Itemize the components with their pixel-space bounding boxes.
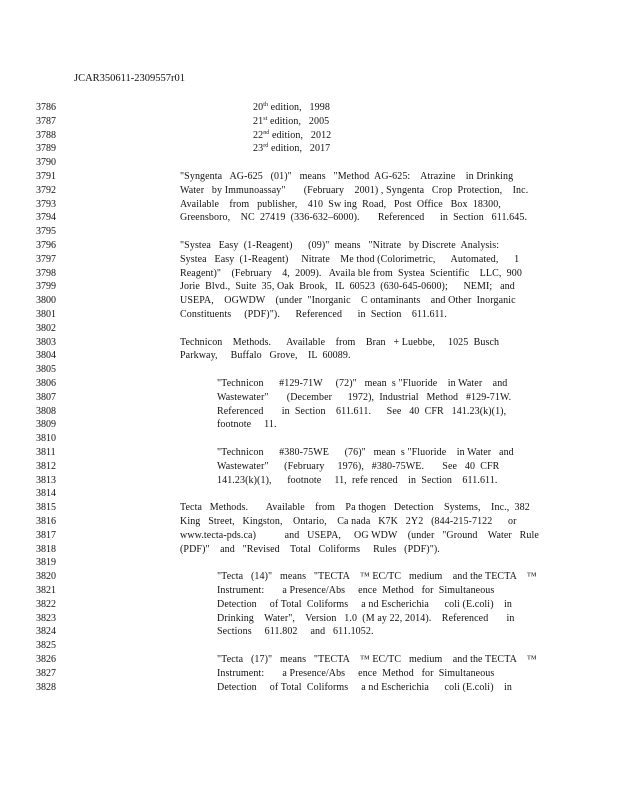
line-number: 3804 [36, 350, 56, 362]
text-line: Parkway, Buffalo Grove, IL 60089. [180, 350, 351, 362]
line-number: 3815 [36, 502, 56, 514]
text-line: "Technicon #129-71W (72)" mean s "Fluoride in Water and [217, 378, 508, 389]
text-line: Detection of Total Coliforms a nd Escherichia coli (E.coli) in [217, 598, 512, 610]
line-number: 3802 [36, 322, 56, 334]
line-number: 3825 [36, 640, 56, 652]
edition-year: edition, 2005 [267, 115, 330, 127]
text-line: "Tecta (17)" means "TECTA ™ EC/TC medium and the TECTA ™ [217, 654, 537, 665]
text-line: Instrument: a Presence/Abs ence Method for Simultaneous [217, 585, 495, 596]
text-line: Sections 611.802 and 611.1052. [217, 626, 374, 638]
line-number: 3823 [36, 612, 56, 624]
text-line: Instrument: a Presence/Abs ence Method for Simultaneous [217, 667, 495, 679]
edition-number: 23 [253, 143, 264, 155]
text-line: USEPA, OGWDW (under "Inorganic C ontaminants and Other Inorganic [180, 295, 516, 307]
edition-number: 20 [253, 102, 264, 113]
line-number: 3786 [36, 102, 56, 113]
text-line: "Syngenta AG-625 (01)" means "Method AG-625: Atrazine in Drinking [180, 171, 514, 182]
edition-year: edition, 2012 [269, 129, 332, 141]
line-number: 3794 [36, 212, 56, 224]
edition-number: 21 [253, 115, 264, 127]
line-number: 3822 [36, 598, 56, 610]
line-number: 3806 [36, 378, 56, 389]
line-number: 3818 [36, 543, 56, 555]
text-line: "Tecta (14)" means "TECTA ™ EC/TC medium and the TECTA ™ [217, 571, 537, 583]
line-number: 3811 [36, 447, 56, 458]
line-number: 3803 [36, 336, 56, 348]
line-number: 3828 [36, 681, 56, 693]
edition-number: 22 [253, 129, 264, 141]
line-number: 3787 [36, 115, 56, 127]
edition-line [253, 129, 331, 143]
line-number: 3797 [36, 253, 56, 265]
line-number: 3795 [36, 226, 56, 238]
line-number: 3820 [36, 571, 56, 583]
edition-ordinal-suffix: nd [263, 129, 270, 136]
text-line: Available from publisher, 410 Sw ing Road, Post Office Box 18300, [180, 198, 501, 210]
line-number: 3813 [36, 474, 56, 486]
line-number: 3819 [36, 557, 56, 569]
document-header-id: JCAR350611-2309557r01 [74, 73, 186, 84]
line-number: 3817 [36, 529, 56, 541]
edition-line [253, 101, 330, 115]
text-line: "Systea Easy (1-Reagent) (09)" means "Nitrate by Discrete Analysis: [180, 240, 500, 251]
line-number: 3801 [36, 309, 56, 320]
line-number: 3808 [36, 405, 56, 417]
text-line: Detection of Total Coliforms a nd Escherichia coli (E.coli) in [217, 681, 512, 693]
line-number: 3798 [36, 267, 56, 279]
text-line: www.tecta-pds.ca) and USEPA, OG WDW (under "Ground Water Rule [180, 529, 539, 541]
text-line: Greensboro, NC 27419 (336-632–6000). Referenced in Section 611.645. [180, 212, 528, 224]
line-number: 3807 [36, 391, 56, 403]
text-line: Tecta Methods. Available from Pa thogen Detection Systems, Inc., 382 [180, 502, 530, 514]
line-number: 3812 [36, 460, 56, 472]
line-number: 3792 [36, 184, 56, 196]
edition-line [253, 115, 329, 129]
text-line: Wastewater" (December 1972), Industrial Method #129-71W. [217, 391, 512, 403]
line-number: 3809 [36, 419, 56, 431]
line-number: 3814 [36, 488, 56, 500]
line-number: 3827 [36, 667, 56, 679]
edition-ordinal-suffix: st [263, 115, 268, 122]
line-number: 3821 [36, 585, 56, 596]
edition-year: edition, 1998 [268, 102, 330, 113]
text-line: Technicon Methods. Available from Bran + Luebbe, 1025 Busch [180, 336, 500, 348]
line-number: 3799 [36, 281, 56, 293]
text-line: "Technicon #380-75WE (76)" mean s "Fluoride in Water and [217, 447, 514, 458]
text-line: Systea Easy (1-Reagent) Nitrate Me thod (Colorimetric, Automated, 1 [180, 253, 520, 265]
text-line: footnote 11. [217, 419, 277, 431]
text-line: Constituents (PDF)"). Referenced in Section 611.611. [180, 309, 447, 320]
edition-year: edition, 2017 [268, 143, 331, 155]
edition-ordinal-suffix: th [263, 102, 269, 108]
line-number: 3789 [36, 143, 56, 155]
line-number: 3824 [36, 626, 56, 638]
line-number: 3793 [36, 198, 56, 210]
text-line: Water by Immunoassay" (February 2001) , Syngenta Crop Protection, Inc. [180, 184, 529, 196]
text-line: Jorie Blvd., Suite 35, Oak Brook, IL 60523 (630-645-0600); NEMI; and [180, 281, 515, 293]
line-number: 3791 [36, 171, 56, 182]
text-line: King Street, Kingston, Ontario, Ca nada K7K 2Y2 (844-215-7122 or [180, 516, 517, 527]
edition-line [253, 142, 330, 156]
line-number: 3800 [36, 295, 56, 307]
text-line: Wastewater" (February 1976), #380-75WE. See 40 CFR [217, 460, 500, 472]
text-line: Drinking Water", Version 1.0 (M ay 22, 2014). Referenced in [217, 612, 515, 624]
line-number: 3790 [36, 157, 56, 169]
edition-ordinal-suffix: rd [263, 143, 269, 150]
text-line: Referenced in Section 611.611. See 40 CFR 141.23(k)(1), [217, 405, 507, 417]
line-number: 3826 [36, 654, 56, 665]
line-number: 3796 [36, 240, 56, 251]
text-line: Reagent)" (February 4, 2009). Availa ble from Systea Scientific LLC, 900 [180, 267, 522, 279]
line-number: 3816 [36, 516, 56, 527]
line-number: 3788 [36, 129, 56, 141]
line-number: 3810 [36, 433, 56, 445]
text-line: (PDF)" and "Revised Total Coliforms Rules (PDF)"). [180, 543, 440, 555]
text-line: 141.23(k)(1), footnote 11, refe renced in Section 611.611. [217, 474, 498, 486]
line-number: 3805 [36, 364, 56, 376]
